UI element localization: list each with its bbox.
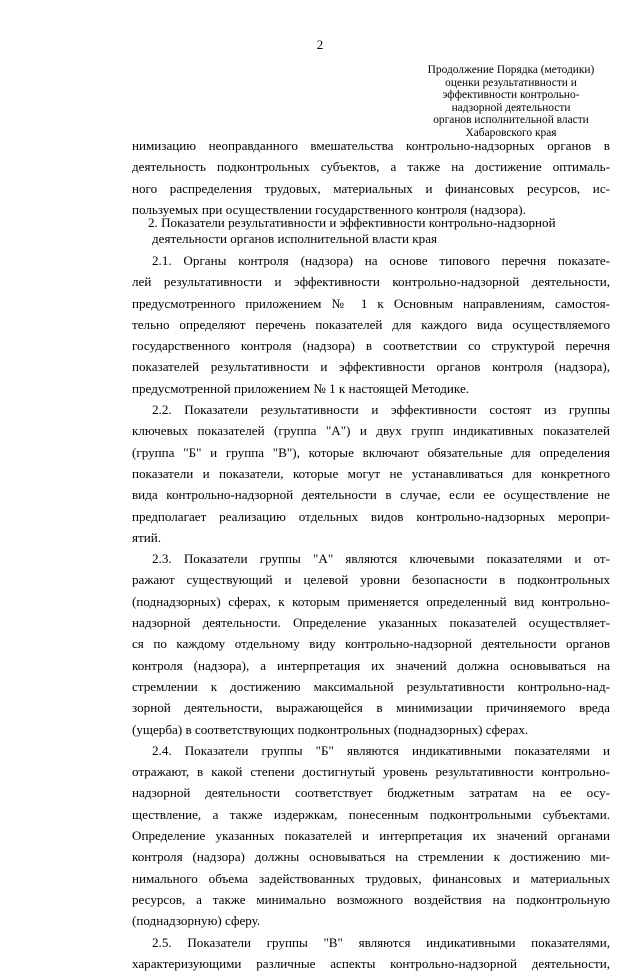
header-line: Продолжение Порядка (методики) [427, 64, 595, 76]
text-line: государственного контроля (надзора) в соответствии со структурой перечня [132, 338, 610, 354]
paragraph-first-line: 2.4. Показатели группы "Б" являются индикативными показателями и [152, 742, 610, 758]
text-line: нимального объема задействованных трудовых, финансовых и материальных [132, 870, 610, 886]
text-line: лей результативности и эффективности контрольно-надзорной деятельности, [132, 274, 610, 290]
text-line: ражают существующий и целевой уровни безопасности в подконтрольных [132, 572, 610, 588]
text-line: зорной деятельности, выражающейся в минимизации причиняемого вреда [132, 700, 610, 716]
text-line: отражают, в какой степени достигнутый уровень результативности контрольно- [132, 764, 610, 780]
text-line: ного распределения трудовых, материальных и финансовых ресурсов, ис- [132, 180, 610, 196]
section-title-line: деятельности органов исполнительной власти края [152, 230, 438, 246]
text-line: предполагает реализацию отдельных видов контрольно-надзорных меропри- [132, 508, 610, 524]
header-line: Хабаровского края [465, 126, 557, 139]
text-line: ятий. [132, 529, 162, 545]
text-line: надзорной деятельности соответствует бюджетным затратам на ее осу- [132, 785, 610, 801]
paragraph-first-line: 2.1. Органы контроля (надзора) на основе типового перечня показате- [152, 253, 610, 268]
header-line: органов исполнительной власти [433, 114, 589, 126]
paragraph-first-line: 2.2. Показатели результативности и эффективности состоят из группы [152, 402, 610, 418]
header-line: надзорной деятельности [451, 101, 571, 114]
text-line: предусмотренного приложением № 1 к Основным направлениям, самостоя- [132, 295, 610, 311]
text-line: (группа "Б" и группа "В"), которые включают обязательные для определения [132, 444, 610, 460]
text-line: деятельность подконтрольных субъектов, а также на достижение оптималь- [132, 159, 610, 175]
text-line: (поднадзорных) сферах, к которым применяется определенный вид контрольно- [132, 593, 610, 609]
intro-paragraph [132, 135, 610, 220]
paragraph-first-line: 2.3. Показатели группы "А" являются ключевыми показателями и от- [152, 551, 610, 567]
header-line: эффективности контрольно- [442, 89, 580, 101]
text-line: показателей результативности и эффективности органов контроля (надзора), [132, 359, 610, 375]
text-line: контроля (надзора), а интерпретация их значений должна основываться на [132, 657, 610, 673]
text-line: нимизацию неоправданного вмешательства контрольно-надзорных органов в [132, 138, 610, 153]
section-title-line: 2. Показатели результативности и эффективности контрольно-надзорной [148, 215, 556, 230]
section-body [132, 250, 610, 974]
page-number: 2 [316, 37, 324, 52]
text-line: (поднадзорную) сферу. [132, 913, 261, 929]
text-line: стремлении к достижению максимальной результативности контрольно-над- [132, 678, 610, 694]
text-line: показатели и показатели, которые могут не устанавливаться для конкретного [132, 465, 610, 481]
header-line: оценки результативности и [445, 76, 577, 89]
text-line: ключевых показателей (группа "А") и двух групп индикативных показателей [132, 423, 610, 439]
text-line: (ущерба) в соответствующих подконтрольных (поднадзорных) сферах. [132, 721, 529, 737]
text-line: вида контрольно-надзорной деятельности в случае, если ее осуществление не [132, 487, 610, 503]
text-line: характеризующими различные аспекты контрольно-надзорной деятельности, [132, 955, 610, 971]
section-title [132, 215, 610, 247]
text-line: ществление, а также издержкам, понесенным подконтрольными субъектами. [132, 806, 610, 822]
text-line: предусмотренной приложением № 1 к настоящей Методике. [132, 380, 470, 396]
text-line: надзорной деятельности. Определение указанных показателей осуществляет- [132, 615, 610, 631]
paragraph-first-line: 2.5. Показатели группы "В" являются индикативными показателями, [152, 934, 610, 950]
text-line: ресурсов, а также минимально возможного воздействия на подконтрольную [132, 891, 610, 907]
text-line: контроля (надзора) должны основываться на стремлении к достижению ми- [132, 849, 610, 865]
text-line: пользуемых при осуществлении государственного контроля (надзора). [132, 201, 526, 217]
text-line: Определение указанных показателей и интерпретация их значений органами [132, 828, 610, 844]
text-line: ся по каждому отдельному виду контрольно-надзорной деятельности органов [132, 636, 610, 652]
text-line: тельно определяют перечень показателей для каждого вида осуществляемого [132, 316, 610, 332]
document-header [405, 64, 617, 139]
